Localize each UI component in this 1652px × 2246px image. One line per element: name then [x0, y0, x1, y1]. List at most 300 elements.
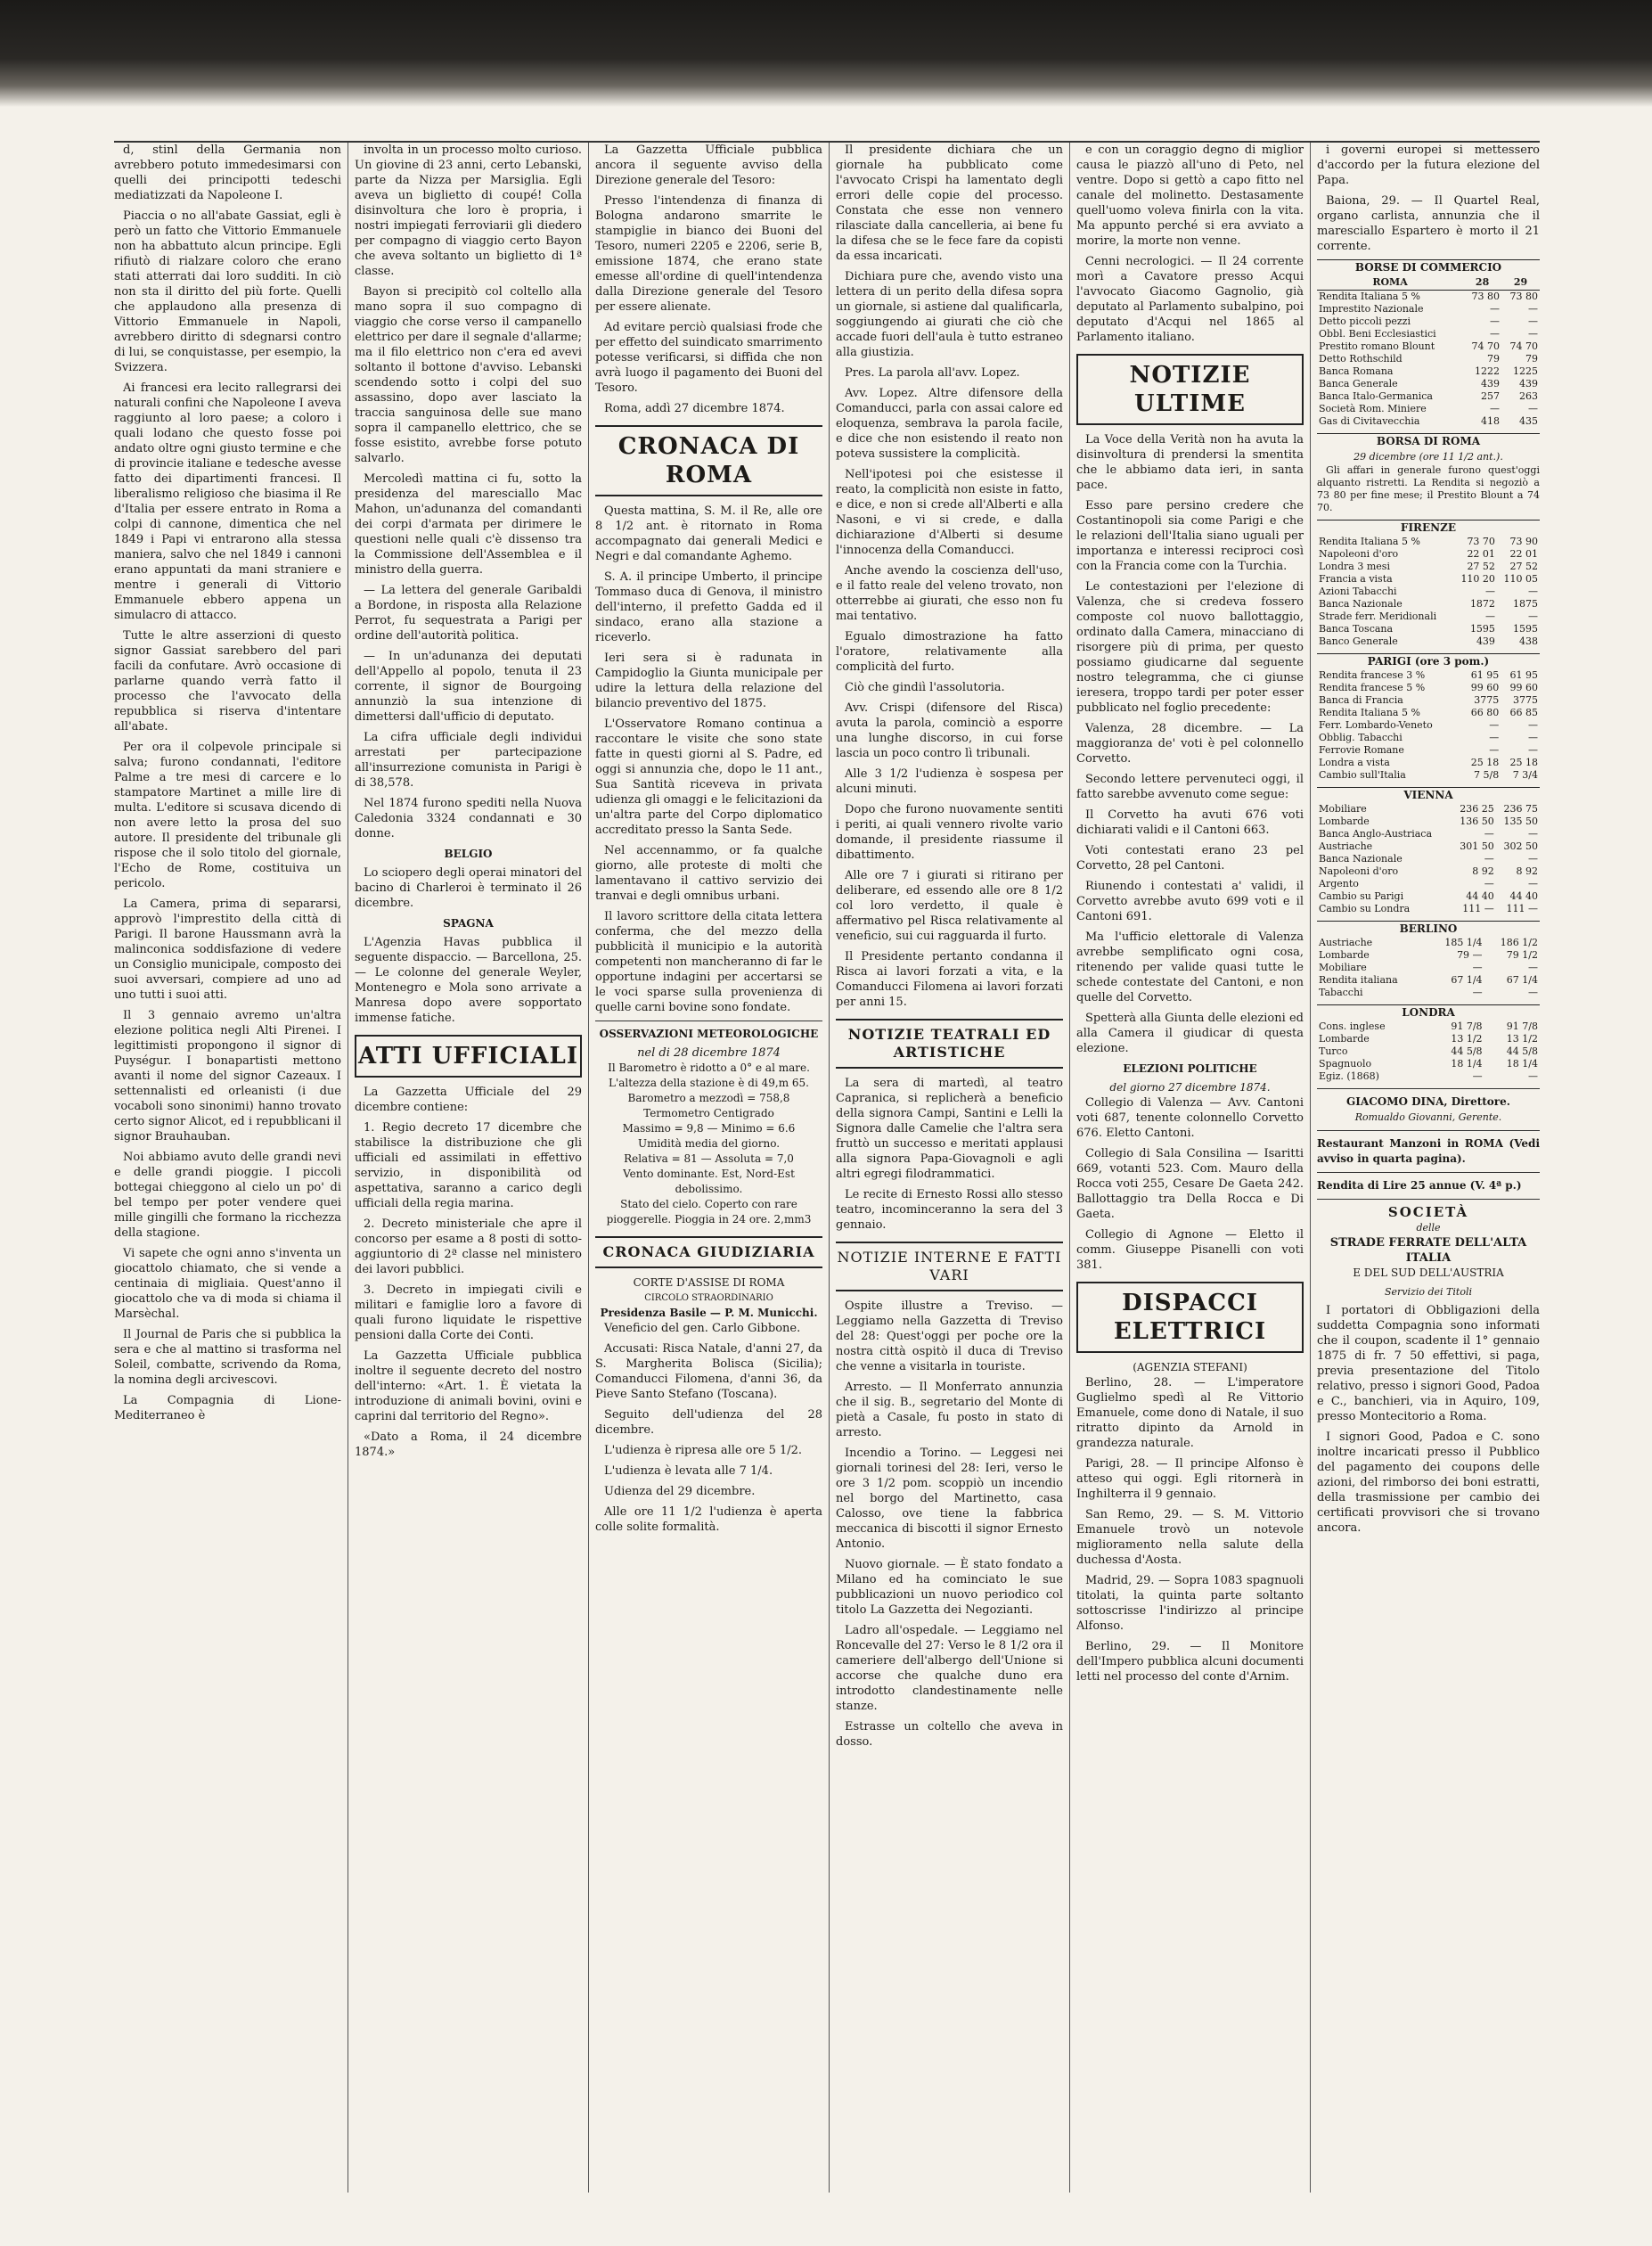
market-row [1317, 878, 1540, 890]
article-paragraph: Piaccia o no all'abate Gassiat, egli è però un fatto che Vittorio Emmanuele non ha abbattuto alcun principe. Egli rifiutò di rialzare coloro che erano stati atterrati dai loro sudditi. In ciò non sta il diritto del più forte. Quelli che applaudono alla presenza di Vittorio Emmanuele in Napoli, avrebbero diritto di sdegnarsi contro di lui, se conquistasse, per esempio, la Svizzera. [114, 209, 341, 374]
price-cell: 439 [1481, 378, 1501, 389]
price-cell: 3775 [1474, 694, 1500, 706]
atti-paragraph: «Dato a Roma, il 24 dicembre 1874.» [355, 1430, 582, 1459]
elezioni-paragraph: Collegio di Agnone — Eletto il comm. Giuseppe Pisanelli con voti 381. [1076, 1228, 1304, 1272]
gerente-line: Romualdo Giovanni, Gerente. [1354, 1111, 1502, 1123]
price-cell: 257 [1481, 390, 1501, 402]
price-cell: 7 3/4 [1512, 769, 1538, 781]
price-cell: — [1528, 987, 1538, 998]
cronaca-paragraph: Il lavoro scrittore della citata lettera conferma, che del mezzo della pubblicità il municipio e la autorità competenti non mancheranno di far le opportune indagini per accertarsi se le voci sparse sulla provenienza di quelle carni bovine sono fondate. [595, 910, 822, 1014]
vienna-heading: VIENNA [1317, 787, 1540, 803]
security-name: Banca Nazionale [1319, 853, 1403, 865]
security-name: Detto Rothschild [1319, 353, 1403, 365]
security-name: Lombarde [1319, 949, 1370, 961]
price-cell: — [1472, 962, 1483, 973]
cronaca-di-roma-heading: CRONACA DI ROMA [595, 425, 822, 496]
market-row [1317, 682, 1540, 694]
meteo-line: Stato del cielo. Coperto con rare pioggerelle. Pioggia in 24 ore. 2,mm3 [606, 1198, 812, 1225]
market-row [1317, 987, 1540, 999]
meteo-heading: OSSERVAZIONI METEOROLOGICHE [599, 1028, 819, 1040]
giud-paragraph: Udienza del 29 dicembre. [604, 1485, 756, 1498]
price-cell: 67 1/4 [1451, 974, 1483, 986]
market-row [1317, 853, 1540, 865]
security-name: Prestito romano Blount [1319, 340, 1435, 352]
security-name: Mobiliare [1319, 962, 1367, 973]
article-paragraph: Anche avendo la coscienza dell'uso, e il fatto reale del veleno trovato, non otterrebbe ai giurati, che esso non fu mai tentativo. [836, 564, 1063, 623]
market-row [1317, 1045, 1540, 1058]
price-cell: 1595 [1513, 623, 1538, 635]
meteo-line: Termometro Centigrado [643, 1107, 774, 1119]
price-cell: 25 18 [1509, 757, 1538, 768]
article-paragraph: Roma, addì 27 dicembre 1874. [604, 402, 785, 415]
price-cell: — [1528, 878, 1538, 889]
price-cell: 438 [1519, 635, 1538, 647]
article-paragraph: Nell'ipotesi poi che esistesse il reato, la complicità non esiste in fatto, e dice, e non si crede all'Alberti e alla Nasoni, e vi si crede, e dalla dichiarazione d'Alberti si desume l'innocenza della Comanducci. [836, 468, 1063, 557]
security-name: Cambio su Londra [1319, 903, 1411, 914]
security-name: Cons. inglese [1319, 1021, 1386, 1032]
price-cell: 1222 [1475, 365, 1501, 377]
cronaca-paragraph: L'Osservatore Romano continua a raccontare le visite che sono state fatte in questi giorni al S. Padre, ed oggi si annunzia che, dopo le 11 ant., Sua Santità riceveva in privata udienza gli omaggi e le felicitazioni da un'altra parte del Corpo diplomatico accreditato presso la Santa Sede. [595, 717, 822, 837]
price-cell: — [1489, 719, 1500, 731]
article-paragraph: — La lettera del generale Garibaldi a Bordone, in risposta alla Relazione Perrot, fu sequestrata a Parigi per ordine dell'autorità politica. [355, 584, 582, 643]
teatri-paragraph: La sera di martedì, al teatro Capranica, si replicherà a beneficio della signora Campi, Santini e Lelli la Signora dalle Camelie che l'altra sera fruttò un successo e meritati applausi alla signora Papa-Giovagnoli e agli altri egregi filodrammatici. [836, 1077, 1063, 1181]
price-cell: — [1528, 1070, 1538, 1082]
column-rule [588, 143, 589, 2193]
market-table-firenze [1317, 536, 1540, 648]
column-5 [1076, 143, 1304, 2201]
article-paragraph: Dichiara pure che, avendo visto una lettera di un perito della difesa sopra un giornale, si astiene dal qualificarla, soggiungendo ai giurati che ciò che accade fuori dell'aula è tutto estraneo alla giustizia. [836, 270, 1063, 359]
market-row [1317, 340, 1540, 353]
security-name: Banca Toscana [1319, 623, 1394, 635]
security-name: Austriache [1319, 840, 1373, 852]
market-row [1317, 611, 1540, 623]
divider [1317, 1088, 1540, 1089]
societa-paragraph: I portatori di Obbligazioni della suddetta Compagnia sono informati che il coupon, scadente il 1° gennaio 1875 di fr. 7 50 effettivi, si paga, previa presentazione del Titolo relativo, presso i signori Good, Padoa e C., banchieri, via in Aquiro, 109, presso Montecitorio a Roma. [1317, 1304, 1540, 1423]
notizie-interne-heading: NOTIZIE INTERNE E FATTI VARI [836, 1242, 1063, 1291]
societa-delle: delle [1416, 1222, 1441, 1234]
price-cell: 439 [1519, 378, 1538, 389]
article-paragraph: — In un'adunanza dei deputati dell'Appello al popolo, tenuta il 23 corrente, il signor de Bourgoing annunziò la sua intenzione di dimettersi dall'ufficio di deputato. [355, 650, 582, 724]
giud-circle: CIRCOLO STRAORDINARIO [644, 1293, 773, 1303]
dispaccio-paragraph: San Remo, 29. — S. M. Vittorio Emanuele trovò un notevole miglioramento nella salute della duchessa d'Aosta. [1076, 1508, 1304, 1567]
market-table-parigi [1317, 669, 1540, 782]
article-paragraph: Ai francesi era lecito rallegrarsi dei naturali confini che Napoleone I aveva raggiunto al loro paese; a coloro i quali lodano che questo fosse poi andato oltre ogni giusto termine e che di provincie italiane e tedesche avesse fatto dei dipartimenti francesi. Il liberalismo religioso che biasima il Re d'Italia per essere entrato in Roma a colpi di cannone, dimentica che nel 1849 i Papi vi entrarono alla stessa maniera, salvo che nel 1849 i cannoni erano appuntati da mani straniere e mentre i generali di Vittorio Emmanuele ebbero appena un simulacro di attacco. [114, 381, 341, 622]
price-cell: 1225 [1513, 365, 1538, 377]
security-name: Napoleoni d'oro [1319, 865, 1399, 877]
market-row [1317, 732, 1540, 744]
interne-paragraph: Estrasse un coltello che aveva in dosso. [836, 1720, 1063, 1749]
price-cell: 91 7/8 [1506, 1021, 1538, 1032]
security-name: Banca Nazionale [1319, 598, 1403, 610]
security-name: Strade ferr. Meridionali [1319, 611, 1437, 622]
market-row [1317, 949, 1540, 962]
price-cell: 111 — [1462, 903, 1494, 914]
market-row [1317, 669, 1540, 682]
price-cell: — [1484, 586, 1495, 597]
article-paragraph: d, stinl della Germania non avrebbero potuto immedesimarsi con quelli dei principotti tedeschi mediatizzati da Napoleone I. [114, 143, 341, 202]
article-paragraph: La Compagnia di Lione-Mediterraneo è [114, 1394, 341, 1422]
price-cell: — [1490, 403, 1501, 414]
article-paragraph: Il presidente dichiara che un giornale ha pubblicato come l'avvocato Crispi ha lamentato degli errori delle copie del processo. Constata che esse non vennero rilasciate dalla cancelleria, ai bene fu la difesa che se le fece fare da copisti da essa incaricati. [836, 143, 1063, 263]
market-table-berlino [1317, 937, 1540, 999]
market-row [1317, 586, 1540, 598]
price-cell: 44 5/8 [1506, 1045, 1538, 1057]
price-cell: 74 70 [1509, 340, 1538, 352]
borsa-roma-date: 29 dicembre (ore 11 1/2 ant.). [1353, 451, 1503, 463]
price-cell: 1872 [1469, 598, 1495, 610]
article-paragraph: Cenni necrologici. — Il 24 corrente morì a Cavatore presso Acqui l'avvocato Giacomo Gagnolio, già deputato al Parlamento subalpino, poi deputato d'Acqui nel 1865 al Parlamento italiano. [1076, 255, 1304, 344]
price-cell: 73 80 [1471, 291, 1501, 302]
security-name: Gas di Civitavecchia [1319, 415, 1420, 427]
price-cell: — [1528, 962, 1538, 973]
giud-paragraph: Seguito dell'udienza del 28 dicembre. [595, 1408, 822, 1437]
belgio-text: Lo sciopero degli operai minatori del bacino di Charleroi è terminato il 26 dicembre. [355, 866, 582, 910]
ultime-paragraph: Secondo lettere pervenuteci oggi, il fatto sarebbe avvenuto come segue: [1076, 773, 1304, 801]
security-name: Lombarde [1319, 816, 1370, 827]
market-row [1317, 694, 1540, 707]
security-name: Banca Generale [1319, 378, 1398, 389]
market-row [1317, 865, 1540, 878]
market-row [1317, 415, 1540, 428]
giud-paragraph: L'udienza è levata alle 7 1/4. [604, 1464, 773, 1478]
market-city: ROMA [1317, 275, 1463, 291]
cronaca-giudiziaria-heading: CRONACA GIUDIZIARIA [595, 1236, 822, 1268]
article-paragraph: Egualo dimostrazione ha fatto l'oratore, relativamente alla complicità del furto. [836, 630, 1063, 674]
article-paragraph: Ciò che gindiì l'assolutoria. [845, 681, 1005, 694]
security-name: Spagnuolo [1319, 1058, 1372, 1070]
article-paragraph: Ad evitare perciò qualsiasi frode che per effetto del suindicato smarrimento potesse verificarsi, si diffida che non avrà luogo il pagamento dei Buoni del Tesoro. [595, 321, 822, 395]
security-name: Imprestito Nazionale [1319, 303, 1424, 315]
price-cell: 27 52 [1509, 561, 1538, 572]
market-row [1317, 1021, 1540, 1033]
societa-name-2: E DEL SUD DELL'AUSTRIA [1353, 1266, 1504, 1279]
price-cell: 301 50 [1460, 840, 1494, 852]
security-name: Rendita francese 3 % [1319, 669, 1426, 681]
price-cell: 439 [1476, 635, 1495, 647]
security-name: Cambio su Parigi [1319, 890, 1404, 902]
article-paragraph: Alle ore 7 i giurati si ritirano per deliberare, ed essendo alle ore 8 1/2 col loro verdetto, il quale è affermativo pel Risca relativamente al veneficio, sui cui ragguarda il furto. [836, 869, 1063, 943]
price-cell: — [1528, 328, 1538, 340]
dispacci-agency: (AGENZIA STEFANI) [1133, 1361, 1247, 1373]
market-row [1317, 890, 1540, 903]
price-cell: — [1528, 732, 1538, 743]
meteo-line: Relativa = 81 — Assoluta = 7,0 [624, 1152, 794, 1165]
price-cell: — [1489, 744, 1500, 756]
ultime-paragraph: Ma l'ufficio elettorale di Valenza avrebbe semplificato ogni cosa, ritenendo per valide quasi tutte le schede contestate del Cantoni, e non quelle del Corvetto. [1076, 930, 1304, 1004]
price-cell: — [1528, 828, 1538, 840]
price-cell: 1595 [1469, 623, 1495, 635]
ultime-paragraph: Voti contestati erano 23 pel Corvetto, 28 pel Cantoni. [1076, 844, 1304, 873]
price-cell: 111 — [1506, 903, 1538, 914]
price-cell: — [1489, 732, 1500, 743]
price-cell: 18 1/4 [1506, 1058, 1538, 1070]
meteo-date: nel di 28 dicembre 1874 [637, 1046, 781, 1060]
market-table-roma [1317, 275, 1540, 428]
article-paragraph: Pres. La parola all'avv. Lopez. [845, 366, 1020, 380]
price-cell: — [1528, 316, 1538, 327]
security-name: Società Rom. Miniere [1319, 403, 1427, 414]
interne-paragraph: Nuovo giornale. — È stato fondato a Milano ed ha cominciato le sue pubblicazioni un nuovo periodico col titolo La Gazzetta dei Negozianti. [836, 1558, 1063, 1617]
giud-paragraph: Veneficio del gen. Carlo Gibbone. [604, 1322, 801, 1335]
article-paragraph: Bayon si precipitò col coltello alla mano sopra il suo compagno di viaggio che corse verso il campanello elettrico per dare il segnale d'allarme; ma il filo elettrico non c'era ed avevi soltanto il bottone d'avviso. Lebanski scendendo sotto i colpi del suo assassino, dopo aver lasciato la traccia sanguinosa delle sue mano sopra il campanello elettrico, che se fosse esistito, avrebbe forse potuto salvarlo. [355, 285, 582, 465]
column-3 [595, 143, 822, 2201]
market-row [1317, 390, 1540, 403]
borse-heading: BORSE DI COMMERCIO [1317, 259, 1540, 275]
security-name: Napoleoni d'oro [1319, 548, 1399, 560]
price-cell: — [1528, 744, 1538, 756]
security-name: Obblig. Tabacchi [1319, 732, 1403, 743]
ultime-paragraph: La Voce della Verità non ha avuta la disinvoltura di prendersi la smentita che le abbiamo data ieri, in santa pace. [1076, 433, 1304, 492]
newspaper-page [114, 141, 1540, 2210]
price-cell: — [1528, 719, 1538, 731]
londra-heading: LONDRA [1317, 1004, 1540, 1021]
ad-restaurant: Restaurant Manzoni in ROMA (Vedi avviso in quarta pagina). [1317, 1137, 1540, 1165]
price-cell: 236 75 [1503, 803, 1538, 815]
director-line: GIACOMO DINA, Direttore. [1346, 1095, 1510, 1108]
atti-paragraph: 1. Regio decreto 17 dicembre che stabilisce la distribuzione che gli ufficiali ed assimilati in effettivo servizio, in disponibilità od aspettativa, saranno a carico degli ufficiali della regia marina. [355, 1121, 582, 1210]
security-name: Rendita Italiana 5 % [1319, 291, 1420, 302]
giud-paragraph: Alle ore 11 1/2 l'udienza è aperta colle solite formalità. [595, 1505, 822, 1534]
col-header: 29 [1501, 275, 1540, 291]
teatri-paragraph: Le recite di Ernesto Rossi allo stesso teatro, incominceranno la sera del 3 gennaio. [836, 1188, 1063, 1232]
borsa-roma-heading: BORSA DI ROMA [1317, 433, 1540, 449]
ultime-paragraph: Esso pare persino credere che Costantinopoli sia come Parigi e che le relazioni dell'Italia siano uguali per importanza e interessi reciproci così con la Francia come con la Turchia. [1076, 499, 1304, 573]
price-cell: — [1490, 328, 1501, 340]
giud-presidency: Presidenza Basile — P. M. Municchi. [600, 1307, 818, 1319]
article-paragraph: Tutte le altre asserzioni di questo signor Gassiat sarebbero del pari facili da confutare. Avrò occasione di parlarne quando verrà fatto il processo che l'avvocato della repubblica si riserva d'intentare all'abate. [114, 629, 341, 734]
market-row [1317, 573, 1540, 586]
price-cell: — [1484, 611, 1495, 622]
price-cell: 8 92 [1472, 865, 1494, 877]
borsa-roma-text: Gli affari in generale furono quest'oggi alquanto ristretti. La Rendita si negoziò a 73 80 per fine mese; il Prestito Blount a 74 70. [1317, 464, 1540, 513]
price-cell: 136 50 [1460, 816, 1494, 827]
societa-paragraph: I signori Good, Padoa e C. sono inoltre incaricati presso il Pubblico del pagamento dei coupons delle azioni, del rimborso dei boni estratti, della trasmissione per cambio dei certificati provvisori che si trovano ancora. [1317, 1430, 1540, 1535]
price-cell: 18 1/4 [1451, 1058, 1483, 1070]
giud-paragraph: Accusati: Risca Natale, d'anni 27, da S. Margherita Bolisca (Sicilia); Comanducci Filomena, d'anni 36, da Pieve Santo Stefano (Toscana). [595, 1342, 822, 1401]
price-cell: 435 [1519, 415, 1538, 427]
column-1 [114, 143, 341, 2201]
price-cell: 27 52 [1467, 561, 1495, 572]
price-cell: — [1472, 987, 1483, 998]
market-row [1317, 719, 1540, 732]
article-paragraph: Avv. Lopez. Altre difensore della Comanducci, parla con assai calore ed eloquenza, sembrava la parola facile, e dice che non esistendo il reato non poteva sussistere la complicità. [836, 387, 1063, 461]
price-cell: 99 60 [1509, 682, 1538, 693]
security-name: Egiz. (1868) [1319, 1070, 1379, 1082]
security-name: Tabacchi [1319, 987, 1363, 998]
price-cell: 110 20 [1460, 573, 1495, 585]
price-cell: 7 5/8 [1474, 769, 1500, 781]
price-cell: 13 1/2 [1451, 1033, 1483, 1045]
market-row [1317, 353, 1540, 365]
price-cell: — [1528, 853, 1538, 865]
societa-service: Servizio dei Titoli [1385, 1286, 1472, 1298]
meteo-line: Barometro a mezzodì = 758,8 [627, 1092, 790, 1104]
cronaca-paragraph: Questa mattina, S. M. il Re, alle ore 8 1/2 ant. è ritornato in Roma accompagnato dai generali Medici e Negri e dal comandante Aghemo. [595, 504, 822, 563]
price-cell: 73 80 [1509, 291, 1538, 302]
market-row [1317, 1070, 1540, 1083]
market-row [1317, 840, 1540, 853]
price-cell: 236 25 [1460, 803, 1494, 815]
market-table-londra [1317, 1021, 1540, 1083]
price-cell: 44 5/8 [1451, 1045, 1483, 1057]
price-cell: 185 1/4 [1444, 937, 1483, 948]
price-cell: 44 40 [1466, 890, 1494, 902]
dispacci-elettrici-heading: DISPACCI ELETTRICI [1076, 1282, 1304, 1353]
spagna-text: L'Agenzia Havas pubblica il seguente dispaccio. — Barcellona, 25. — Le colonne del generale Weyler, Montenegro e Mola sono arrivate a Manresa dopo avere sopportato immense fatiche. [355, 936, 582, 1025]
price-cell: 44 40 [1509, 890, 1538, 902]
article-paragraph: La Camera, prima di separarsi, approvò l'imprestito della città di Parigi. Il barone Haussmann avrà la malinconica soddisfazione di vedere un Consiglio municipale, composto dei suoi avversari, compiere ad uno ad uno tutti i suoi atti. [114, 898, 341, 1002]
column-4 [836, 143, 1063, 2201]
security-name: Azioni Tabacchi [1319, 586, 1397, 597]
security-name: Ferrovie Romane [1319, 744, 1404, 756]
price-cell: 66 85 [1509, 707, 1538, 718]
ad-rendita: Rendita di Lire 25 annue (V. 4ª p.) [1317, 1179, 1522, 1192]
market-row [1317, 561, 1540, 573]
ultime-paragraph: Le contestazioni per l'elezione di Valenza, che si credeva fossero composte col nuovo ballottaggio, ordinato dalla Camera, minacciano di risorgere più di prima, per questo possiamo giudicarne dal seguente nostro telegramma, che ci giunse ieresera, troppo tardi per poter esser pubblicato nel foglio precedente: [1076, 580, 1304, 715]
security-name: Londra a vista [1319, 757, 1390, 768]
price-cell: — [1484, 878, 1494, 889]
market-row [1317, 291, 1540, 304]
article-paragraph: La Gazzetta Ufficiale pubblica ancora il seguente avviso della Direzione generale del Tesoro: [595, 143, 822, 187]
cronaca-paragraph: S. A. il principe Umberto, il principe Tommaso duca di Genova, il ministro dell'interno, il prefetto Gadda ed il sindaco, erano alla stazione a riceverlo. [595, 570, 822, 644]
market-table-vienna [1317, 803, 1540, 915]
price-cell: — [1472, 1070, 1483, 1082]
article-paragraph: Avv. Crispi (difensore del Risca) avuta la parola, cominciò a esporre una lunghe discorso, in cui forse lascia un poco contro lì tribunali. [836, 701, 1063, 760]
price-cell: 186 1/2 [1500, 937, 1538, 948]
price-cell: — [1484, 828, 1494, 840]
market-row [1317, 536, 1540, 548]
ultime-paragraph: Valenza, 28 dicembre. — La maggioranza de' voti è pel colonnello Corvetto. [1076, 722, 1304, 766]
price-cell: 22 01 [1509, 548, 1538, 560]
berlino-heading: BERLINO [1317, 921, 1540, 937]
article-paragraph: Il Journal de Paris che si pubblica la sera e che al mattino si trasforma nel Soleil, combatte, scrivendo da Roma, la nomina degli arcivescovi. [114, 1328, 341, 1387]
security-name: Austriache [1319, 937, 1373, 948]
column-6 [1317, 143, 1540, 2201]
firenze-heading: FIRENZE [1317, 520, 1540, 536]
article-paragraph: Dopo che furono nuovamente sentiti i periti, ai quali vennero rivolte vario domande, il presidente riassume il dibattimento. [836, 803, 1063, 862]
security-name: Banca Anglo-Austriaca [1319, 828, 1433, 840]
price-cell: — [1490, 316, 1501, 327]
price-cell: — [1528, 403, 1538, 414]
price-cell: 263 [1519, 390, 1538, 402]
divider [1317, 1199, 1540, 1200]
cronaca-paragraph: Nel accennammo, or fa qualche giorno, alle proteste di molti che lamentavano il cattivo servizio dei tranvai e degli omnibus urbani. [595, 844, 822, 903]
column-2 [355, 143, 582, 2201]
ultime-paragraph: Spetterà alla Giunta delle elezioni ed alla Camera il giudicar di questa elezione. [1076, 1012, 1304, 1055]
article-paragraph: Il 3 gennaio avremo un'altra elezione politica negli Alti Pirenei. I legittimisti propongono il signor di Puységur. I bonapartisti mettono avanti il nome del signor Cazeaux. I settennalisti ed orleanisti (i due vocaboli sono sinonimi) hanno trovato certo signor Alicot, ed i repubblicani il signor Brauhauban. [114, 1009, 341, 1143]
market-row [1317, 623, 1540, 635]
price-cell: — [1528, 611, 1538, 622]
article-paragraph: e con un coraggio degno di miglior causa le piazzò all'uno di Peto, nel ventre. Dopo si gettò a capo fitto nel canale del molinetto. Destasamente quell'uomo voleva finirla con la vita. Ma appunto perché si era avviato a morire, la morte non venne. [1076, 143, 1304, 248]
atti-paragraph: La Gazzetta Ufficiale pubblica inoltre il seguente decreto del nostro dell'interno: «Art. 1. È vietata la introduzione di animali bovini, ovini e caprini dal territorio del Regno». [355, 1349, 582, 1423]
market-row [1317, 378, 1540, 390]
dispaccio-paragraph: Berlino, 29. — Il Monitore dell'Impero pubblica alcuni documenti letti nel processo del conte d'Arnim. [1076, 1640, 1304, 1684]
price-cell: — [1528, 303, 1538, 315]
market-row [1317, 365, 1540, 378]
price-cell: — [1490, 303, 1501, 315]
interne-paragraph: Arresto. — Il Monferrato annunzia che il sig. B., segretario del Monte di pietà a Casale, fu posto in stato di arresto. [836, 1381, 1063, 1439]
belgio-heading: BELGIO [444, 848, 493, 860]
security-name: Rendita Italiana 5 % [1319, 707, 1420, 718]
col-header: 28 [1463, 275, 1501, 291]
article-paragraph: Mercoledì mattina ci fu, sotto la presidenza del maresciallo Mac Mahon, un'adunanza del comandanti dei corpi d'armata per dirimere le questioni nelle quali c'è dissenso tra la Commissione dell'Assemblea e il ministro della guerra. [355, 472, 582, 577]
article-paragraph: involta in un processo molto curioso. Un giovine di 23 anni, certo Lebanski, parte da Nizza per Marsiglia. Egli aveva un biglietto di coupé! Colla disinvoltura che loro è propria, i nostri impiegati ferroviarii gli diedero per compagno di viaggio certo Bayon che aveva soltanto un biglietto di 1ª classe. [355, 143, 582, 278]
price-cell: — [1528, 586, 1538, 597]
market-row [1317, 974, 1540, 987]
price-cell: 1875 [1513, 598, 1538, 610]
security-name: Banco Generale [1319, 635, 1398, 647]
price-cell: 66 80 [1470, 707, 1500, 718]
atti-paragraph: 3. Decreto in impiegati civili e militari e famiglie loro a favore di quali furono liquidate le rispettive pensioni dalla Corte dei Conti. [355, 1283, 582, 1342]
atti-paragraph: 2. Decreto ministeriale che apre il concorso per esame a 8 posti di sotto-aggiuntorio di 2ª classe nel ministero dei lavori pubblici. [355, 1217, 582, 1276]
price-cell: 74 70 [1471, 340, 1501, 352]
security-name: Banca Italo-Germanica [1319, 390, 1433, 402]
article-paragraph: Alle 3 1/2 l'udienza è sospesa per alcuni minuti. [836, 767, 1063, 796]
article-paragraph: Nel 1874 furono spediti nella Nuova Caledonia 3324 condannati e 30 donne. [355, 797, 582, 840]
price-cell: 79 [1525, 353, 1538, 365]
cronaca-paragraph: Ieri sera si è radunata in Campidoglio la Giunta municipale per udire la lettura della relazione del bilancio preventivo del 1875. [595, 652, 822, 710]
market-row [1317, 1033, 1540, 1045]
dispaccio-paragraph: Berlino, 28. — L'imperatore Guglielmo spedì al Re Vittorio Emanuele, come dono di Natale, il suo ritratto dipinto da Arnold in grandezza naturale. [1076, 1376, 1304, 1450]
price-cell: 302 50 [1503, 840, 1538, 852]
atti-paragraph: La Gazzetta Ufficiale del 29 dicembre contiene: [355, 1086, 582, 1114]
price-cell: 61 95 [1509, 669, 1538, 681]
dispaccio-paragraph: Parigi, 28. — Il principe Alfonso è atteso qui oggi. Egli ritornerà in Inghilterra il 9 gennaio. [1076, 1457, 1304, 1501]
security-name: Lombarde [1319, 1033, 1370, 1045]
meteo-line: Massimo = 9,8 — Minimo = 6.6 [622, 1122, 796, 1135]
price-cell: 61 95 [1470, 669, 1500, 681]
security-name: Obbl. Beni Ecclesiastici [1319, 328, 1436, 340]
price-cell: 73 70 [1467, 536, 1495, 547]
interne-paragraph: Ladro all'ospedale. — Leggiamo nel Roncevalle del 27: Verso le 8 1/2 ora il cameriere dell'albergo dell'Unione si accorse che qualche duno era introdotto clandestinamente nelle stanze. [836, 1624, 1063, 1713]
market-row [1317, 744, 1540, 757]
market-row [1317, 548, 1540, 561]
market-row [1317, 937, 1540, 949]
article-paragraph: Vi sapete che ogni anno s'inventa un giocattolo chiamato, che si vende a centinaia di migliaia. Quest'anno il giocattolo che va di moda si chiama il Marsèchal. [114, 1247, 341, 1321]
market-row [1317, 803, 1540, 816]
market-row [1317, 316, 1540, 328]
price-cell: 67 1/4 [1506, 974, 1538, 986]
article-paragraph: i governi europei si mettessero d'accordo per la futura elezione del Papa. [1317, 143, 1540, 187]
security-name: Ferr. Lombardo-Veneto [1319, 719, 1433, 731]
market-row [1317, 328, 1540, 340]
market-row [1317, 303, 1540, 316]
elezioni-paragraph: Collegio di Sala Consilina — Isaritti 669, votanti 523. Com. Mauro della Rocca voti 255, Cesare De Gaeta 242. Ballottaggio tra Della Rocca e Di Gaeta. [1076, 1147, 1304, 1221]
giud-paragraph: L'udienza è ripresa alle ore 5 1/2. [604, 1444, 803, 1457]
meteo-line: Umidità media del giorno. [637, 1137, 781, 1150]
market-row [1317, 1058, 1540, 1070]
price-cell: 99 60 [1470, 682, 1500, 693]
ultime-paragraph: Riunendo i contestati a' validi, il Corvetto avrebbe avuto 699 voti e il Cantoni 691. [1076, 880, 1304, 923]
security-name: Argento [1319, 878, 1359, 889]
price-cell: — [1484, 853, 1494, 865]
security-name: Banca Romana [1319, 365, 1394, 377]
ultime-paragraph: Il Corvetto ha avuti 676 voti dichiarati validi e il Cantoni 663. [1076, 808, 1304, 837]
price-cell: 8 92 [1516, 865, 1538, 877]
elezioni-heading: ELEZIONI POLITICHE [1123, 1062, 1257, 1075]
price-cell: 110 05 [1503, 573, 1538, 585]
price-cell: 418 [1481, 415, 1501, 427]
giud-court: CORTE D'ASSISE DI ROMA [633, 1276, 785, 1289]
column-rule [1310, 143, 1311, 2193]
elezioni-paragraph: Collegio di Valenza — Avv. Cantoni voti 687, tenente colonnello Corvetto 676. Eletto Cantoni. [1076, 1096, 1304, 1140]
price-cell: 79 [1487, 353, 1501, 365]
security-name: Banca di Francia [1319, 694, 1403, 706]
security-name: Detto piccoli pezzi [1319, 316, 1411, 327]
market-row [1317, 816, 1540, 828]
price-cell: 79 1/2 [1506, 949, 1538, 961]
market-row [1317, 707, 1540, 719]
